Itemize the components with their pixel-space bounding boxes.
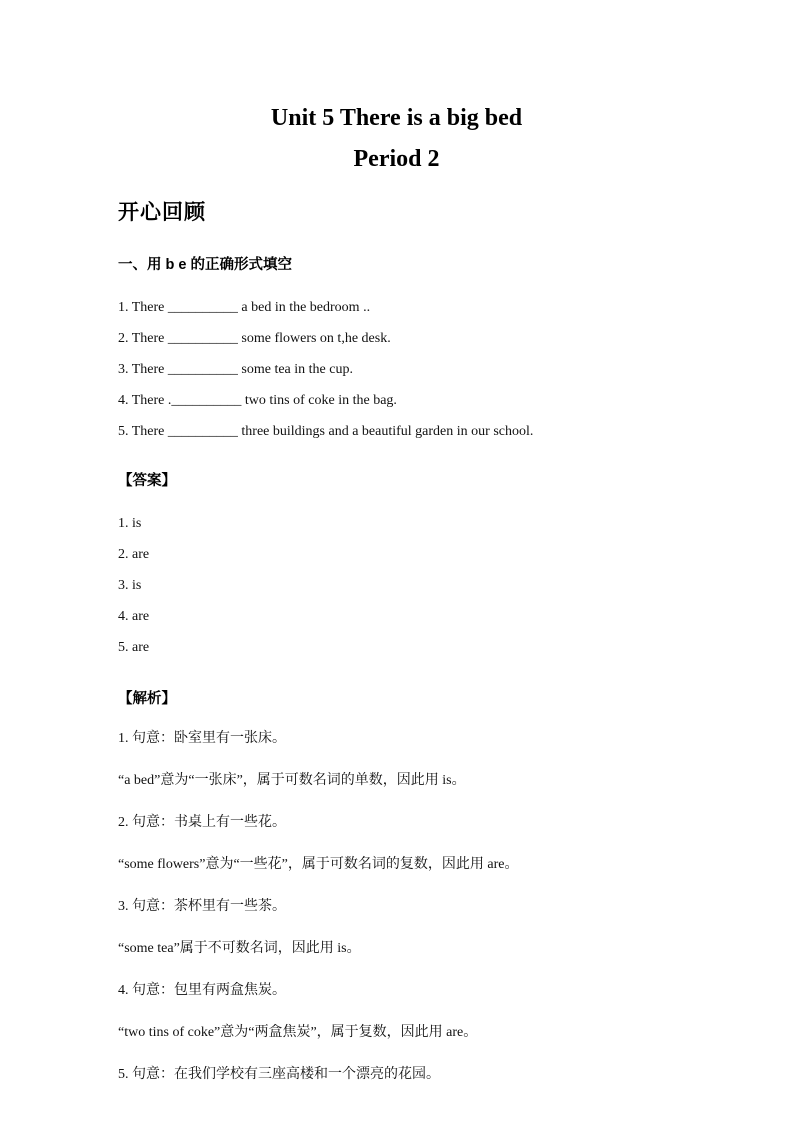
analysis-item-1: 1. 句意：卧室里有一张床。 — [118, 731, 286, 746]
answer-item-4: 4. are — [118, 609, 150, 624]
analysis-item-4: “some flowers”意为“一些花”，属于可数名词的复数，因此用 are。 — [118, 857, 519, 872]
document-title-line-1: Unit 5 There is a big bed — [270, 105, 523, 131]
analysis-item-2: “a bed”意为“一张床”，属于可数名词的单数，因此用 is。 — [118, 773, 466, 788]
question-item-2: 2. There __________ some flowers on t,he desk. — [118, 331, 391, 346]
answer-item-1: 1. is — [118, 516, 142, 531]
question-item-1: 1. There __________ a bed in the bedroom .. — [118, 300, 371, 315]
answer-item-2: 2. are — [118, 547, 150, 562]
analysis-item-9: 5. 句意：在我们学校有三座高楼和一个漂亮的花园。 — [118, 1067, 440, 1082]
question-item-4: 4. There .__________ two tins of coke in the bag. — [118, 393, 397, 408]
analysis-item-8: “two tins of coke”意为“两盒焦炭”，属于复数，因此用 are。 — [118, 1025, 478, 1040]
question-item-3: 3. There __________ some tea in the cup. — [118, 362, 353, 377]
analysis-item-6: “some tea”属于不可数名词，因此用 is。 — [118, 941, 361, 956]
analysis-label: 【解析】 — [118, 691, 176, 707]
answer-item-5: 5. are — [118, 640, 150, 655]
answer-item-3: 3. is — [118, 578, 142, 593]
question-list — [118, 292, 675, 447]
analysis-list — [118, 718, 675, 1096]
analysis-item-7: 4. 句意：包里有两盒焦炭。 — [118, 983, 286, 998]
analysis-item-3: 2. 句意：书桌上有一些花。 — [118, 815, 286, 830]
exercise-heading: 一、用 b e 的正确形式填空 — [118, 257, 293, 273]
answers-list — [118, 508, 675, 663]
document-title-line-2: Period 2 — [353, 146, 440, 172]
question-item-5: 5. There __________ three buildings and a beautiful garden in our school. — [118, 424, 534, 439]
analysis-item-5: 3. 句意：茶杯里有一些茶。 — [118, 899, 286, 914]
answers-label: 【答案】 — [118, 473, 176, 489]
section-heading: 开心回顾 — [118, 201, 206, 224]
